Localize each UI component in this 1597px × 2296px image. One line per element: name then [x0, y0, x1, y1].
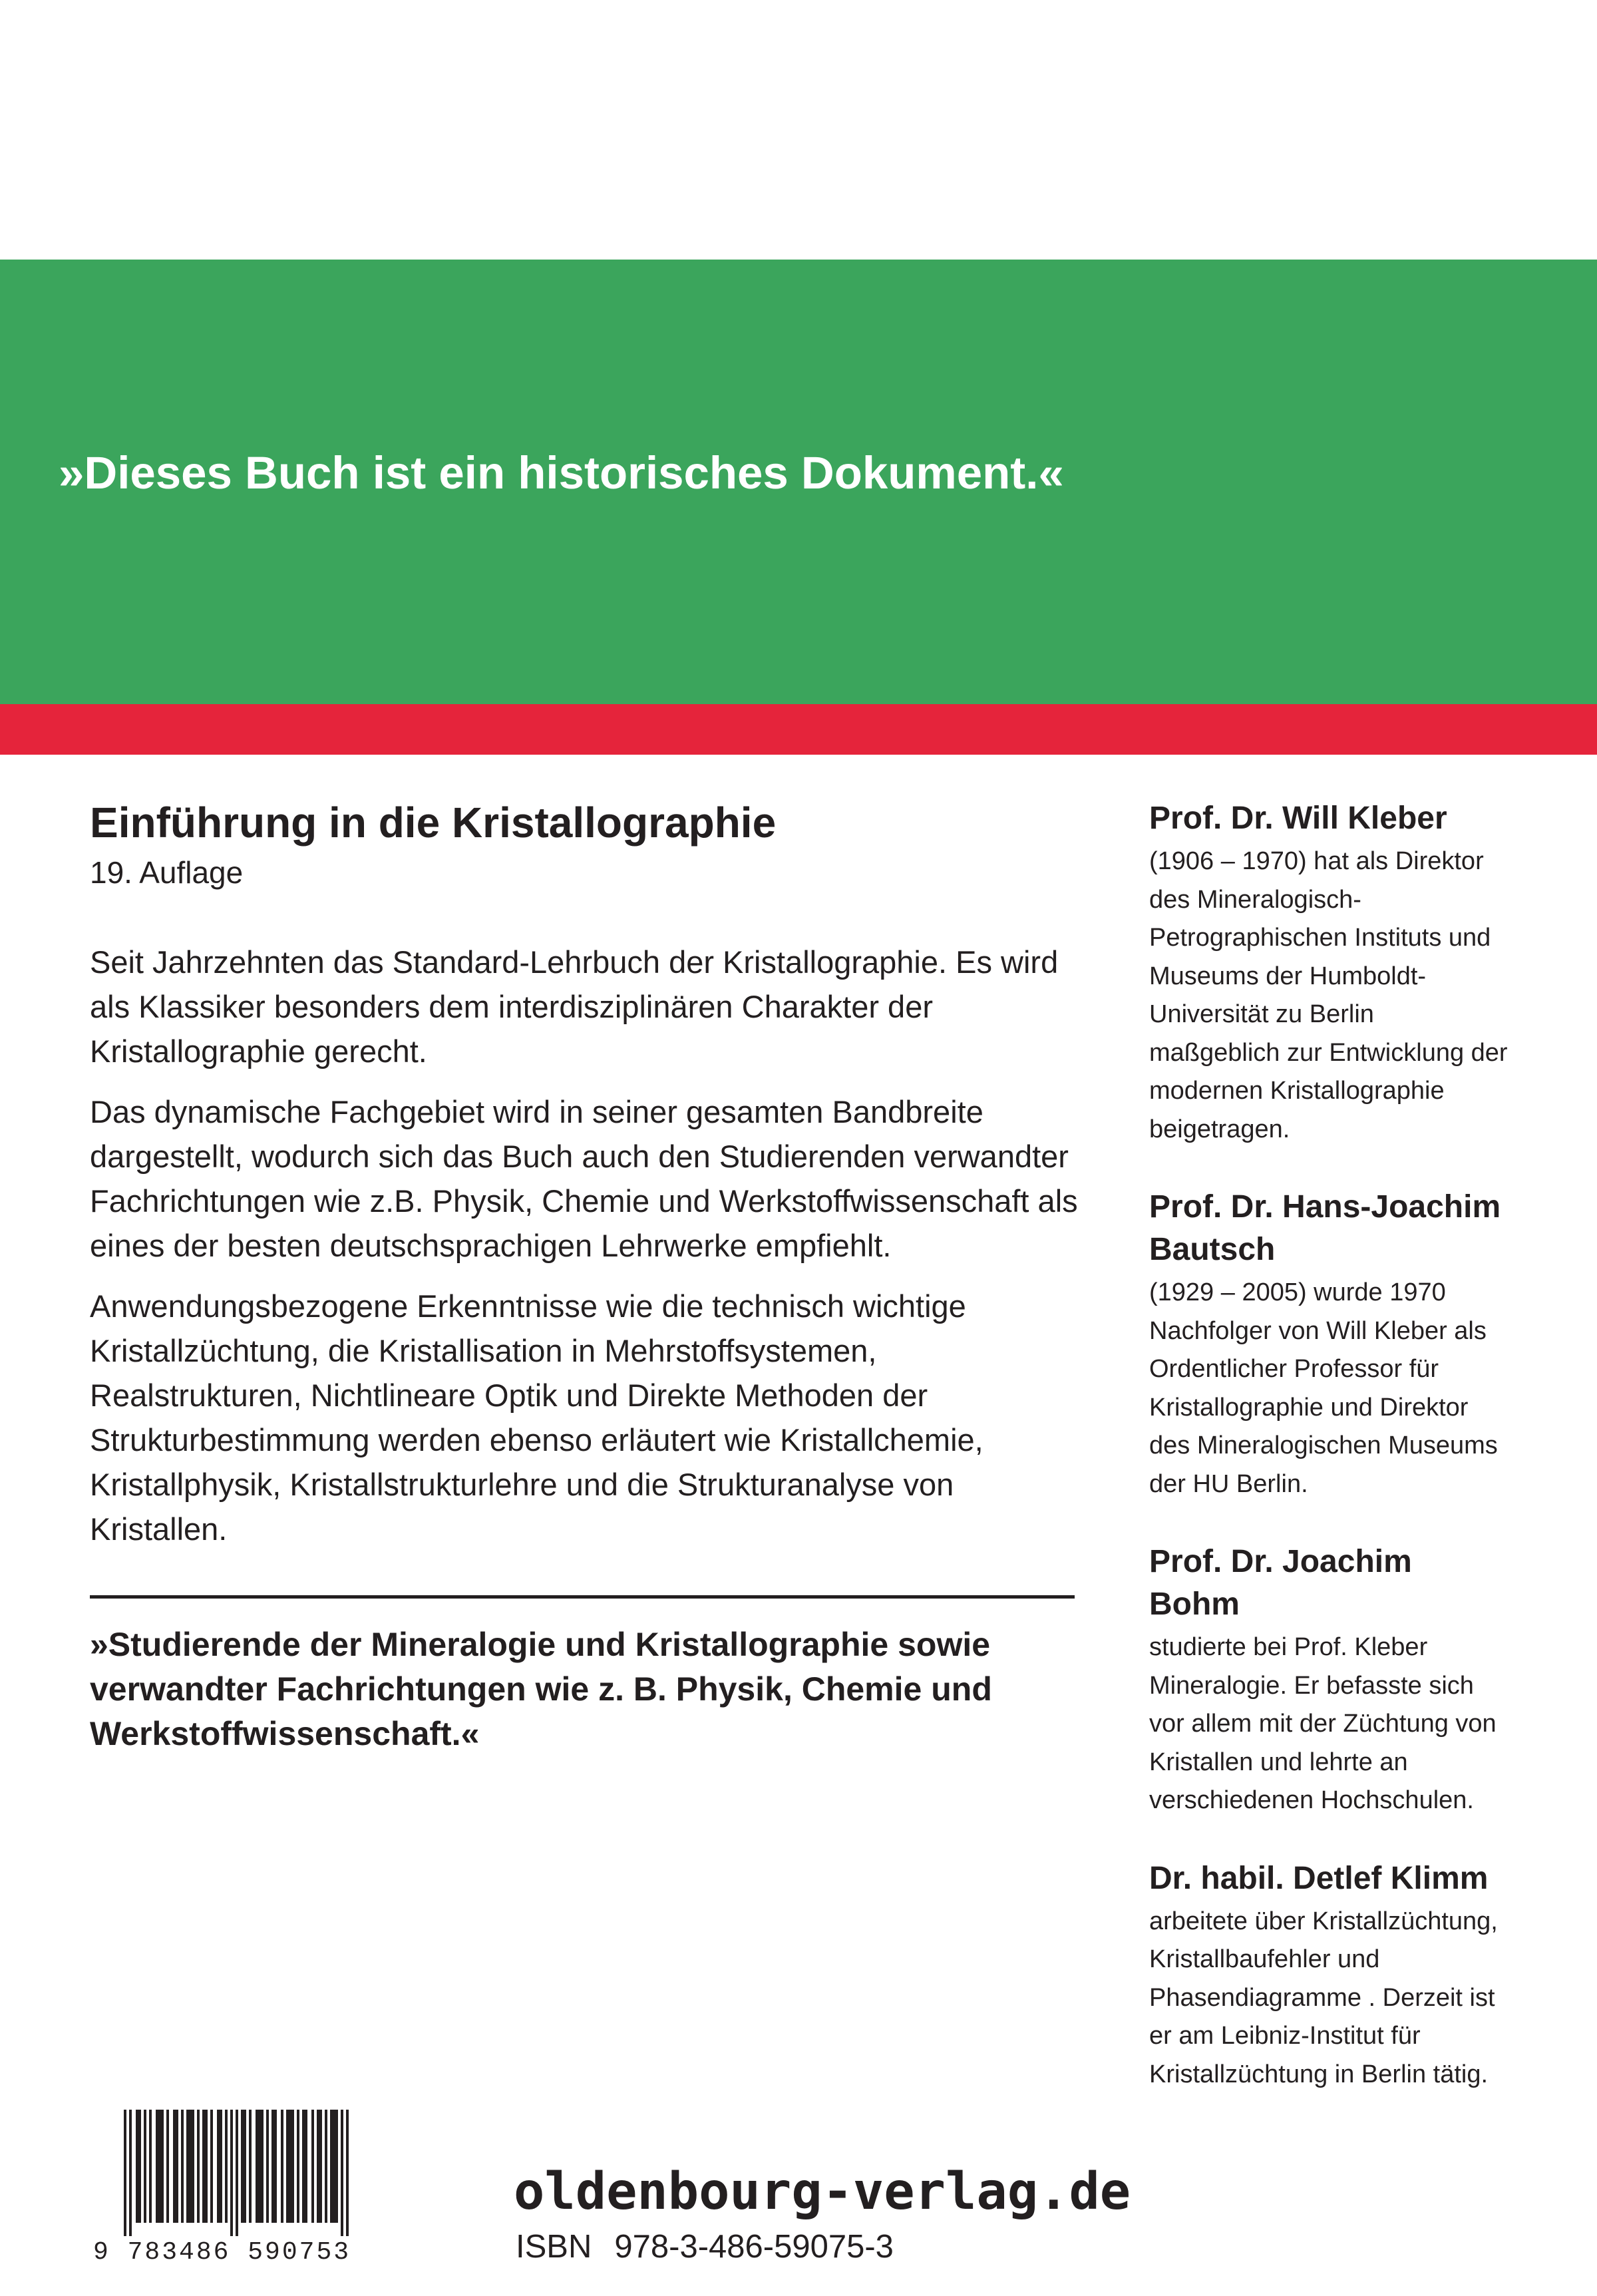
audience-quote: »Studierende der Mineralogie und Kristallographie sowie verwandter Fachrichtungen wie z. B. Physik, Chemie und Werkstoffwissenschaft.«	[90, 1625, 992, 1752]
publisher-website: oldenbourg-verlag.de	[514, 2162, 1131, 2221]
author-block	[1149, 797, 1508, 1149]
divider-rule	[90, 1595, 1075, 1599]
barcode-digits: 9 783486 590753	[93, 2238, 351, 2267]
isbn-number: 978-3-486-59075-3	[614, 2229, 894, 2265]
author-bio: arbeitete über Kristallzüchtung, Kristallbaufehler und Phasendiagramme . Derzeit ist er am Leibniz-Institut für Kristallzüchtung in Berlin tätig.	[1149, 1907, 1498, 2088]
isbn-label: ISBN	[516, 2229, 592, 2265]
description-paragraph: Seit Jahrzehnten das Standard-Lehrbuch der Kristallographie. Es wird als Klassiker besonders dem interdisziplinären Charakter der Kristallographie gerecht.	[90, 944, 1059, 1069]
author-block	[1149, 1541, 1508, 1820]
description-paragraph: Das dynamische Fachgebiet wird in seiner gesamten Bandbreite dargestellt, wodurch sich das Buch auch den Studierenden verwandter Fachrichtungen wie z.B. Physik, Chemie und Werkstoffwissenschaft als eines der besten deutschsprachigen Lehrwerke empfiehlt.	[90, 1093, 1078, 1263]
main-column	[90, 796, 1081, 1756]
book-title: Einführung in die Kristallographie	[90, 799, 777, 847]
author-name: Prof. Dr. Hans-Joachim Bautsch	[1149, 1189, 1501, 1267]
author-bio: studierte bei Prof. Kleber Mineralogie. Er befasste sich vor allem mit der Züchtung von Kristallen und lehrte an verschiedenen Hochschulen.	[1149, 1633, 1497, 1814]
author-block	[1149, 1186, 1508, 1503]
author-name: Dr. habil. Detlef Klimm	[1149, 1860, 1489, 1896]
author-block	[1149, 1857, 1508, 2094]
tagline: »Dieses Buch ist ein historisches Dokument.«	[59, 447, 1064, 498]
description-paragraph: Anwendungsbezogene Erkenntnisse wie die technisch wichtige Kristallzüchtung, die Kristallisation in Mehrstoffsystemen, Realstrukturen, Nichtlineare Optik und Direkte Methoden der Strukturbestimmung werden ebenso erläutert wie Kristallchemie, Kristallphysik, Kristallstrukturlehre und die Strukturanalyse von Kristallen.	[90, 1288, 983, 1547]
isbn	[516, 2231, 894, 2263]
author-name: Prof. Dr. Will Kleber	[1149, 801, 1447, 836]
authors-column	[1149, 797, 1508, 2094]
barcode-bars	[93, 2110, 373, 2236]
edition: 19. Auflage	[90, 855, 244, 890]
red-accent-band	[0, 704, 1597, 755]
barcode	[93, 2110, 373, 2269]
author-bio: (1929 – 2005) wurde 1970 Nachfolger von Will Kleber als Ordentlicher Professor für Kristallographie und Direktor des Mineralogischen Museums der HU Berlin.	[1149, 1278, 1498, 1498]
author-bio: (1906 – 1970) hat als Direktor des Mineralogisch-Petrographischen Instituts und Museums der Humboldt-Universität zu Berlin maßgeblich zur Entwicklung der modernen Kristallographie beigetragen.	[1149, 847, 1508, 1143]
author-name: Prof. Dr. Joachim Bohm	[1149, 1544, 1412, 1622]
